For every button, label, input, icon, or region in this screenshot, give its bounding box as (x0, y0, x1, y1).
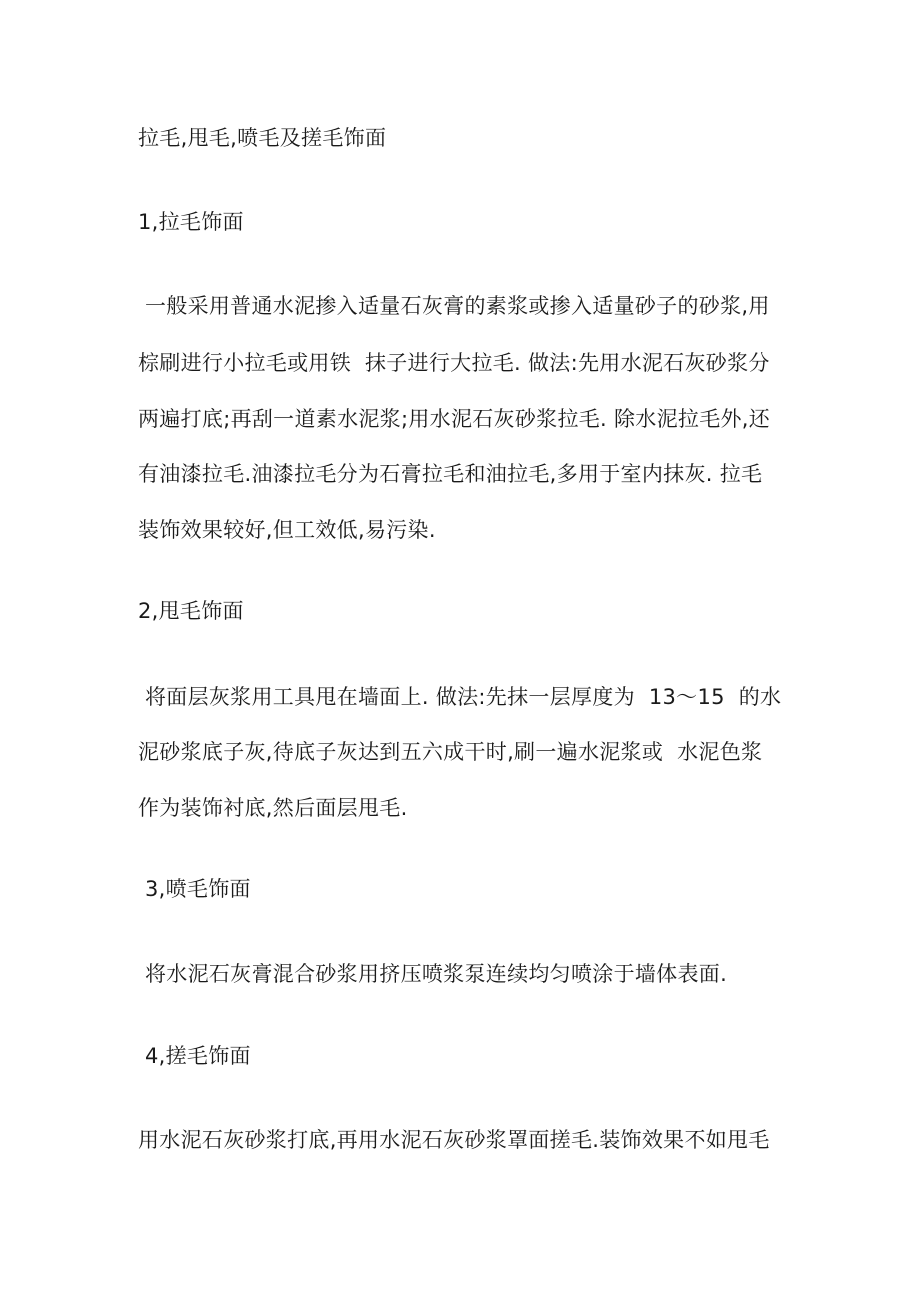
section-1-line: 棕刷进行小拉毛或用铁 抹子进行大拉毛. 做法:先用水泥石灰砂浆分 (138, 351, 770, 375)
section-2-line: 将面层灰浆用工具甩在墙面上. 做法:先抹一层厚度为 13～15 的水 (138, 685, 782, 709)
section-1-line: 装饰效果较好,但工效低,易污染. (138, 518, 436, 542)
section-heading-1: 1,拉毛饰面 (138, 210, 244, 234)
section-4-line: 用水泥石灰砂浆打底,再用水泥石灰砂浆罩面搓毛.装饰效果不如甩毛 (138, 1128, 770, 1152)
section-3-line: 将水泥石灰膏混合砂浆用挤压喷浆泵连续均匀喷涂于墙体表面. (138, 962, 728, 986)
section-heading-3: 3,喷毛饰面 (138, 877, 251, 901)
section-1-line: 两遍打底;再刮一道素水泥浆;用水泥石灰砂浆拉毛. 除水泥拉毛外,还 (138, 407, 771, 431)
section-heading-4: 4,搓毛饰面 (138, 1044, 251, 1068)
document-title: 拉毛,甩毛,喷毛及搓毛饰面 (138, 126, 387, 150)
section-1-line: 一般采用普通水泥掺入适量石灰膏的素浆或掺入适量砂子的砂浆,用 (138, 294, 770, 318)
section-2-line: 作为装饰衬底,然后面层甩毛. (138, 796, 408, 820)
section-1-line: 有油漆拉毛.油漆拉毛分为石膏拉毛和油拉毛,多用于室内抹灰. 拉毛 (138, 462, 763, 486)
section-heading-2: 2,甩毛饰面 (138, 599, 244, 623)
section-2-line: 泥砂浆底子灰,待底子灰达到五六成干时,刷一遍水泥浆或 水泥色浆 (138, 740, 763, 764)
